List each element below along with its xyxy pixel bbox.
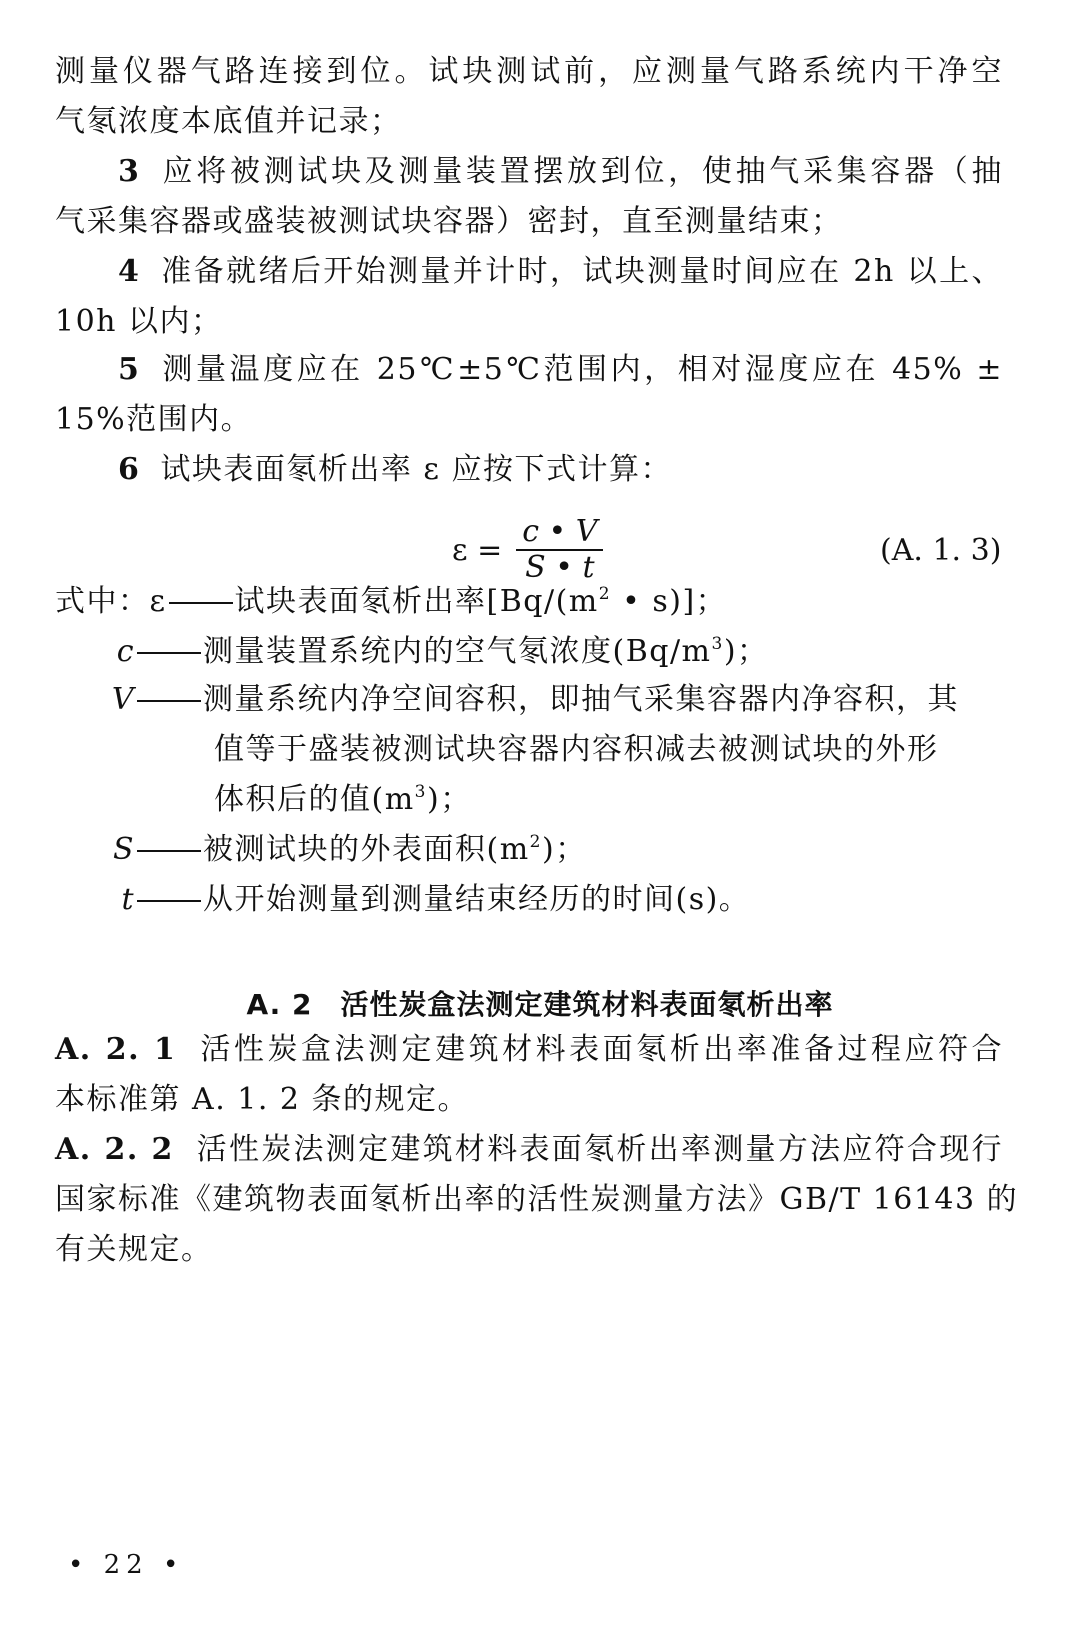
item-number: 4 — [118, 254, 141, 289]
formula-numerator: c • V — [522, 514, 598, 549]
definition-c — [55, 632, 769, 676]
formula-denominator: S • t — [525, 550, 595, 585]
clause-text: 活性炭法测定建筑材料表面氡析出率测量方法应符合现行 — [195, 1132, 1003, 1167]
text-line: 气氡浓度本底值并记录； — [55, 104, 402, 139]
definition-v — [55, 680, 959, 720]
definition-symbol: c — [116, 634, 135, 669]
clause-number: A. 2. 1 — [55, 1032, 177, 1067]
clause-text: 活性炭盒法测定建筑材料表面氡析出率准备过程应符合 — [198, 1032, 1003, 1067]
definition-text: 体积后的值(m — [214, 782, 415, 817]
definition-text: • s)]； — [611, 584, 728, 619]
definition-text: )； — [541, 832, 587, 867]
superscript: 2 — [529, 832, 542, 852]
item-text: 应将被测试块及测量装置摆放到位，使抽气采集容器（抽 — [160, 154, 1003, 189]
definition-text: 测量装置系统内的空气氡浓度(Bq/m — [203, 634, 712, 669]
text-line: 气采集容器或盛装被测试块容器）密封，直至测量结束； — [55, 204, 843, 239]
definition-s — [55, 830, 587, 874]
item-text: 试块表面氡析出率 ε 应按下式计算： — [160, 452, 672, 487]
formula-a-1-3 — [452, 515, 603, 585]
item-number: 3 — [118, 154, 141, 189]
text-line: 有关规定。 — [55, 1232, 213, 1267]
formula-lhs: ε = — [452, 532, 503, 568]
text-line: 值等于盛装被测试块容器内容积减去被测试块的外形 — [214, 732, 939, 767]
definition-symbol: t — [121, 882, 135, 917]
item-5-line — [118, 350, 1003, 390]
page-number: • 22 • — [68, 1550, 185, 1580]
item-text: 测量温度应在 25℃±5℃范围内，相对湿度应在 45% ± — [160, 352, 1003, 387]
em-dash — [137, 652, 201, 654]
superscript: 3 — [711, 634, 724, 654]
clause-a-2-1-line — [55, 1030, 1003, 1070]
definition-t — [55, 880, 750, 920]
text-line: 10h 以内； — [55, 304, 223, 339]
definition-prefix: 式中：ε — [55, 584, 167, 619]
definition-symbol: V — [111, 682, 135, 717]
item-number: 5 — [118, 352, 141, 387]
section-number: A. 2 — [246, 988, 313, 1021]
definition-text: )； — [723, 634, 769, 669]
item-3-line — [118, 152, 1003, 192]
section-heading — [0, 985, 1080, 1025]
item-number: 6 — [118, 452, 141, 487]
definition-epsilon — [55, 582, 727, 626]
formula-fraction — [516, 515, 603, 585]
definition-text: 从开始测量到测量结束经历的时间(s)。 — [203, 882, 751, 917]
clause-a-2-2-line — [55, 1130, 1003, 1170]
equation-number: (A. 1. 3) — [880, 533, 1002, 568]
text-line — [214, 780, 472, 824]
em-dash — [137, 700, 201, 702]
superscript: 2 — [598, 584, 612, 604]
em-dash — [169, 602, 233, 604]
text-line: 本标准第 A. 1. 2 条的规定。 — [55, 1082, 470, 1117]
superscript: 3 — [414, 782, 427, 802]
clause-number: A. 2. 2 — [55, 1132, 174, 1167]
definition-text: 测量系统内净空间容积，即抽气采集容器内净容积，其 — [203, 682, 959, 717]
item-text: 准备就绪后开始测量并计时，试块测量时间应在 2h 以上、 — [160, 254, 1003, 289]
definition-symbol: S — [112, 832, 135, 867]
definition-text: 试块表面氡析出率[Bq/(m — [234, 584, 599, 619]
definition-text: )； — [426, 782, 472, 817]
text-line: 15%范围内。 — [55, 402, 253, 437]
section-title: 活性炭盒法测定建筑材料表面氡析出率 — [340, 988, 834, 1021]
definition-text: 被测试块的外表面积(m — [203, 832, 530, 867]
em-dash — [137, 850, 201, 852]
em-dash — [137, 900, 201, 902]
item-6-line — [118, 450, 672, 490]
text-line: 测量仪器气路连接到位。试块测试前，应测量气路系统内干净空 — [55, 54, 1003, 89]
item-4-line — [118, 252, 1003, 292]
text-line: 国家标准《建筑物表面氡析出率的活性炭测量方法》GB/T 16143 的 — [55, 1182, 1019, 1217]
